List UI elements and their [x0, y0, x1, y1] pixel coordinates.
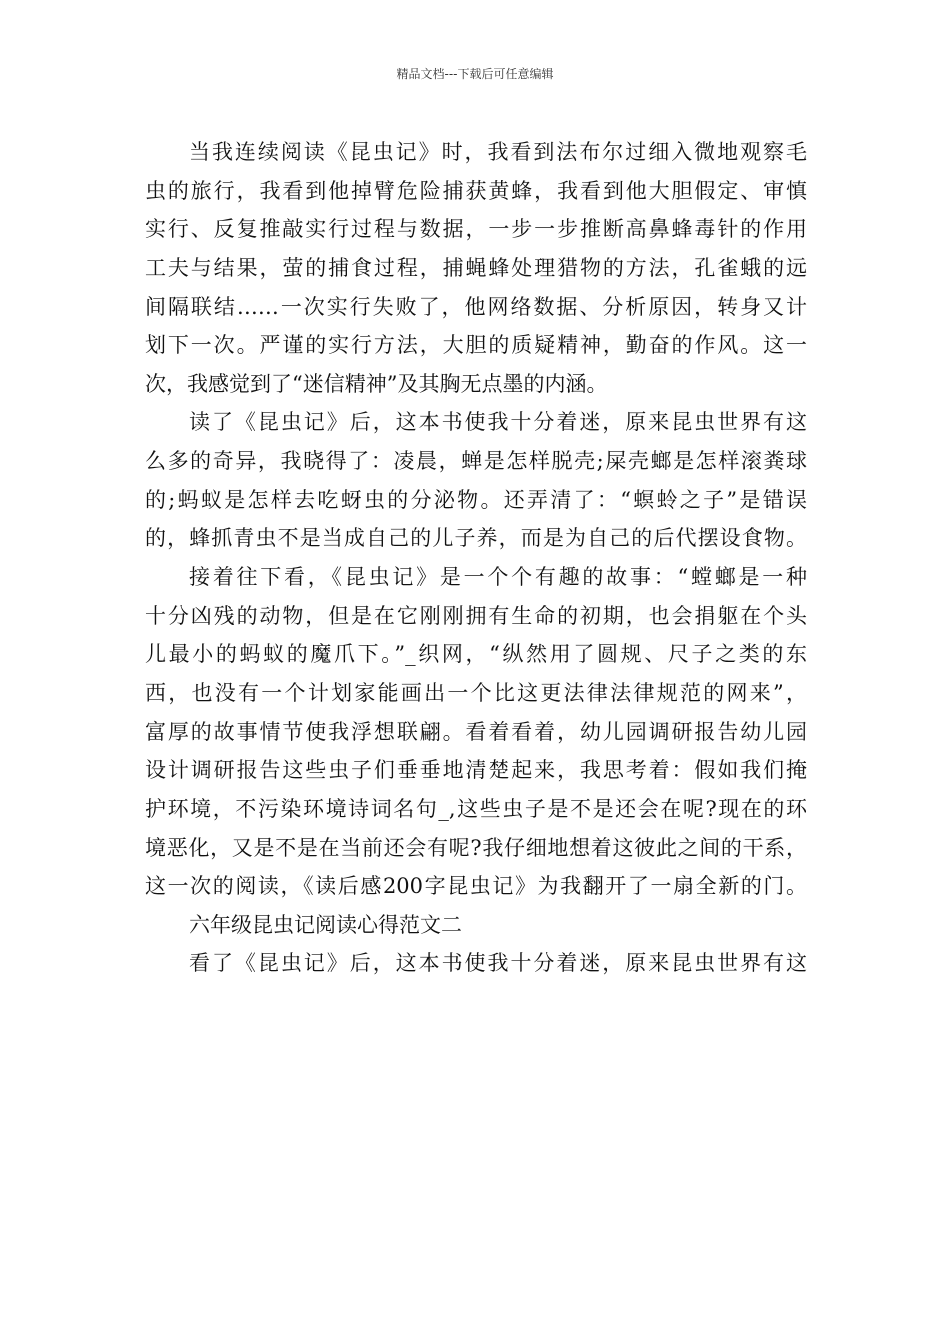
text-line: 次，我感觉到了“迷信精神”及其胸无点墨的内涵。 [145, 371, 608, 396]
text-line: 工夫与结果，萤的捕食过程，捕蝇蜂处理猎物的方法，孔雀蛾的远 [145, 255, 807, 280]
text-line: 读了《昆虫记》后，这本书使我十分着迷，原来昆虫世界有这 [189, 410, 807, 435]
text-line: 富厚的故事情节使我浮想联翩。看着看着，幼儿园调研报告幼儿园 [145, 719, 807, 744]
body-text [145, 133, 807, 983]
text-line: 当我连续阅读《昆虫记》时，我看到法布尔过细入微地观察毛 [189, 140, 807, 164]
text-line: 儿最小的蚂蚁的魔爪下。”_织网，“纵然用了圆规、尺子之类的东 [145, 642, 807, 667]
text-line: 虫的旅行，我看到他掉臂危险捕获黄蜂，我看到他大胆假定、审慎 [145, 178, 807, 203]
text-line: 看了《昆虫记》后，这本书使我十分着迷，原来昆虫世界有这 [189, 951, 807, 976]
text-line: 十分凶残的动物，但是在它刚刚拥有生命的初期，也会捐躯在个头 [145, 603, 807, 628]
text-line: 么多的奇异，我晓得了：凌晨，蝉是怎样脱壳;屎壳螂是怎样滚粪球 [145, 449, 807, 474]
text-line: 间隔联结……一次实行失败了，他网络数据、分析原因，转身又计 [145, 294, 807, 319]
text-line: 境恶化，又是不是在当前还会有呢?我仔细地想着这彼此之间的干系， [145, 835, 807, 860]
text-line: 西，也没有一个计划家能画出一个比这更法律法律规范的网来”， [145, 680, 807, 705]
page-header: 精品文档---下载后可任意编辑 [396, 67, 554, 81]
text-line: 的，蜂抓青虫不是当成自己的儿子养，而是为自己的后代摆设食物。 [145, 526, 807, 551]
text-line: 护环境，不污染环境诗词名句_,这些虫子是不是还会在呢?现在的环 [145, 796, 807, 821]
text-line: 接着往下看，《昆虫记》是一个个有趣的故事：“螳螂是一种 [189, 565, 807, 590]
text-line: 设计调研报告这些虫子们垂垂地清楚起来，我思考着：假如我们掩 [145, 758, 807, 783]
text-line: 实行、反复推敲实行过程与数据，一步一步推断高鼻蜂毒针的作用 [145, 217, 807, 242]
text-line: 的;蚂蚁是怎样去吃蚜虫的分泌物。还弄清了：“螟蛉之子”是错误 [145, 487, 807, 512]
text-line: 这一次的阅读，《读后感200字昆虫记》为我翻开了一扇全新的门。 [145, 874, 807, 899]
section-heading: 六年级昆虫记阅读心得范文二 [189, 912, 462, 937]
text-line: 划下一次。严谨的实行方法，大胆的质疑精神，勤奋的作风。这一 [145, 333, 807, 358]
